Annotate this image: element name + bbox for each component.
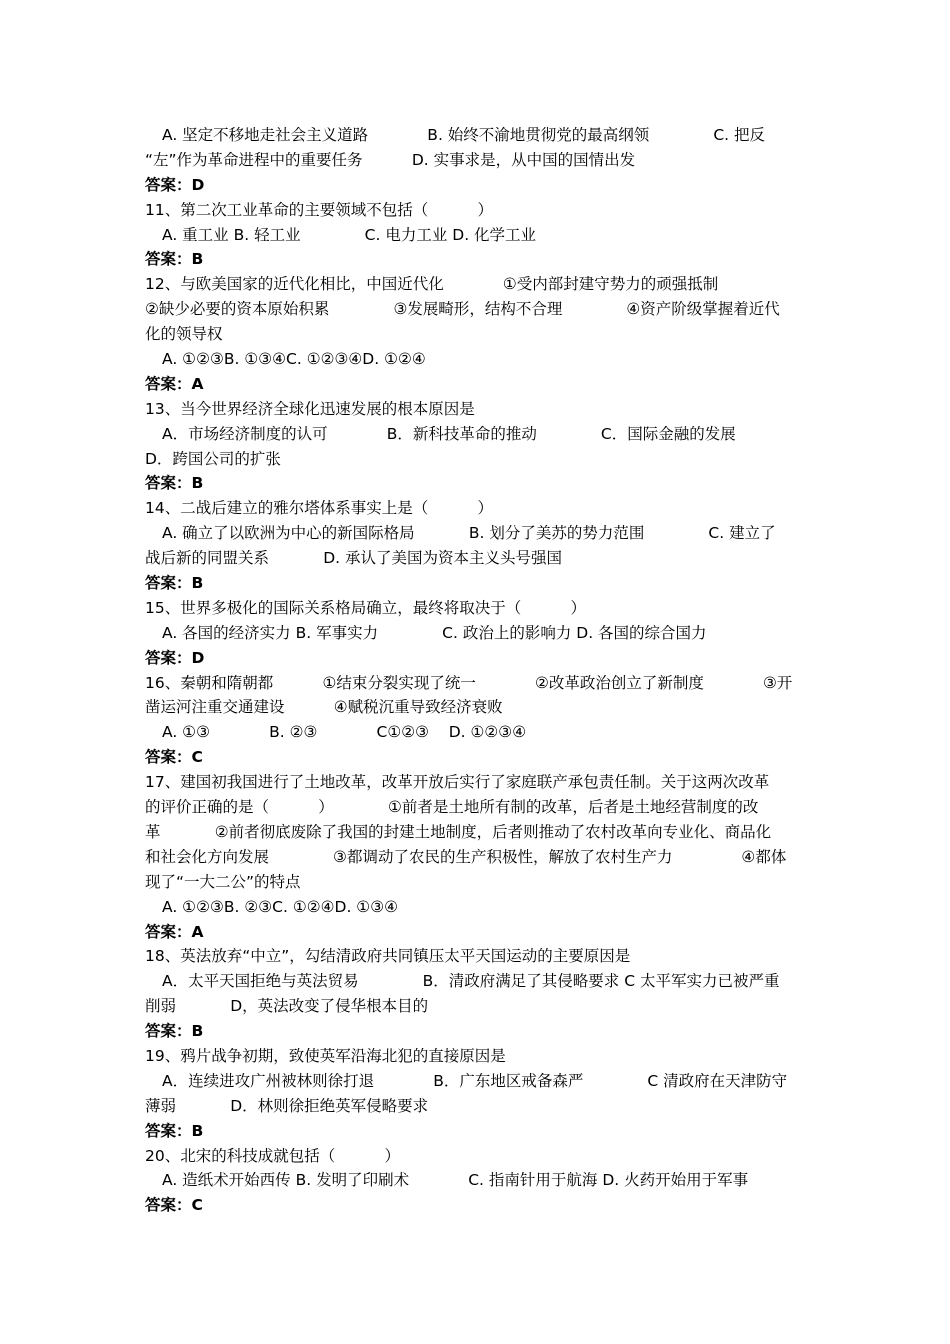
answer-line: 答案：A	[145, 922, 204, 941]
options-line: A．太平天国拒绝与英法贸易 B．清政府满足了其侵略要求 C 太平军实力已被严重	[162, 972, 780, 991]
text-line: 13、当今世界经济全球化迅速发展的根本原因是	[145, 399, 475, 418]
text-line: 19、鸦片战争初期，致使英军沿海北犯的直接原因是	[145, 1046, 506, 1065]
text-line: 18、英法放弃“中立”，勾结清政府共同镇压太平天国运动的主要原因是	[145, 947, 631, 966]
options-line: A. 重工业 B. 轻工业 C. 电力工业 D. 化学工业	[162, 225, 537, 244]
answer-line: 答案：D	[145, 648, 205, 667]
options-line: A. 确立了以欧洲为中心的新国际格局 B. 划分了美苏的势力范围 C. 建立了	[162, 524, 776, 543]
text-line: D．跨国公司的扩张	[145, 449, 281, 468]
text-line: 的评价正确的是（ ） ①前者是土地所有制的改革，后者是土地经营制度的改	[145, 798, 759, 817]
text-line: 薄弱 D．林则徐拒绝英军侵略要求	[145, 1096, 429, 1115]
text-line: 现了“一大二公”的特点	[145, 872, 301, 891]
answer-line: 答案：B	[145, 574, 204, 593]
options-line: A. 各国的经济实力 B. 军事实力 C. 政治上的影响力 D. 各国的综合国力	[162, 623, 707, 642]
text-line: 16、秦朝和隋朝都 ①结束分裂实现了统一 ②改革政治创立了新制度 ③开	[145, 673, 793, 692]
text-line: “左”作为革命进程中的重要任务 D. 实事求是，从中国的国情出发	[145, 150, 636, 169]
options-line: A. ①②③B. ①③④C. ①②③④D. ①②④	[162, 350, 426, 369]
text-line: 削弱 D，英法改变了侵华根本目的	[145, 997, 429, 1016]
document-body	[145, 123, 810, 1218]
text-line: 化的领导权	[145, 325, 223, 344]
text-line: 20、北宋的科技成就包括（ ）	[145, 1146, 400, 1165]
answer-line: 答案：B	[145, 474, 204, 493]
text-line: 15、世界多极化的国际关系格局确立，最终将取决于（ ）	[145, 598, 586, 617]
options-line: A. ①③ B. ②③ C①②③ D. ①②③④	[162, 723, 527, 742]
text-line: 战后新的同盟关系 D. 承认了美国为资本主义头号强国	[145, 549, 562, 568]
text-line: 11、第二次工业革命的主要领域不包括（ ）	[145, 200, 493, 219]
answer-line: 答案：C	[145, 748, 203, 767]
options-line: A. ①②③B. ②③C. ①②④D. ①③④	[162, 897, 398, 916]
text-line: 14、二战后建立的雅尔塔体系事实上是（ ）	[145, 499, 493, 518]
options-line: A．市场经济制度的认可 B．新科技革命的推动 C．国际金融的发展	[162, 424, 736, 443]
text-line: ②缺少必要的资本原始积累 ③发展畸形，结构不合理 ④资产阶级掌握着近代	[145, 300, 780, 319]
answer-line: 答案：A	[145, 374, 204, 393]
text-line: 革 ②前者彻底废除了我国的封建土地制度，后者则推动了农村改革向专业化、商品化	[145, 822, 772, 841]
options-line: A. 坚定不移地走社会主义道路 B. 始终不渝地贯彻党的最高纲领 C. 把反	[162, 126, 766, 144]
answer-line: 答案：C	[145, 1196, 203, 1215]
text-line: 和社会化方向发展 ③都调动了农民的生产积极性，解放了农村生产力 ④都体	[145, 847, 787, 866]
answer-line: 答案：D	[145, 175, 205, 194]
answer-line: 答案：B	[145, 1022, 204, 1041]
text-line: 凿运河注重交通建设 ④赋税沉重导致经济衰败	[145, 698, 503, 717]
answer-line: 答案：B	[145, 250, 204, 269]
text-line: 12、与欧美国家的近代化相比，中国近代化 ①受内部封建守势力的顽强抵制	[145, 275, 719, 294]
options-line: A．连续进攻广州被林则徐打退 B．广东地区戒备森严 C 清政府在天津防守	[162, 1071, 788, 1090]
options-line: A. 造纸术开始西传 B. 发明了印刷术 C. 指南针用于航海 D. 火药开始用于军事	[162, 1171, 749, 1190]
text-line: 17、建国初我国进行了土地改革，改革开放后实行了家庭联产承包责任制。关于这两次改革	[145, 773, 770, 792]
answer-line: 答案：B	[145, 1121, 204, 1140]
